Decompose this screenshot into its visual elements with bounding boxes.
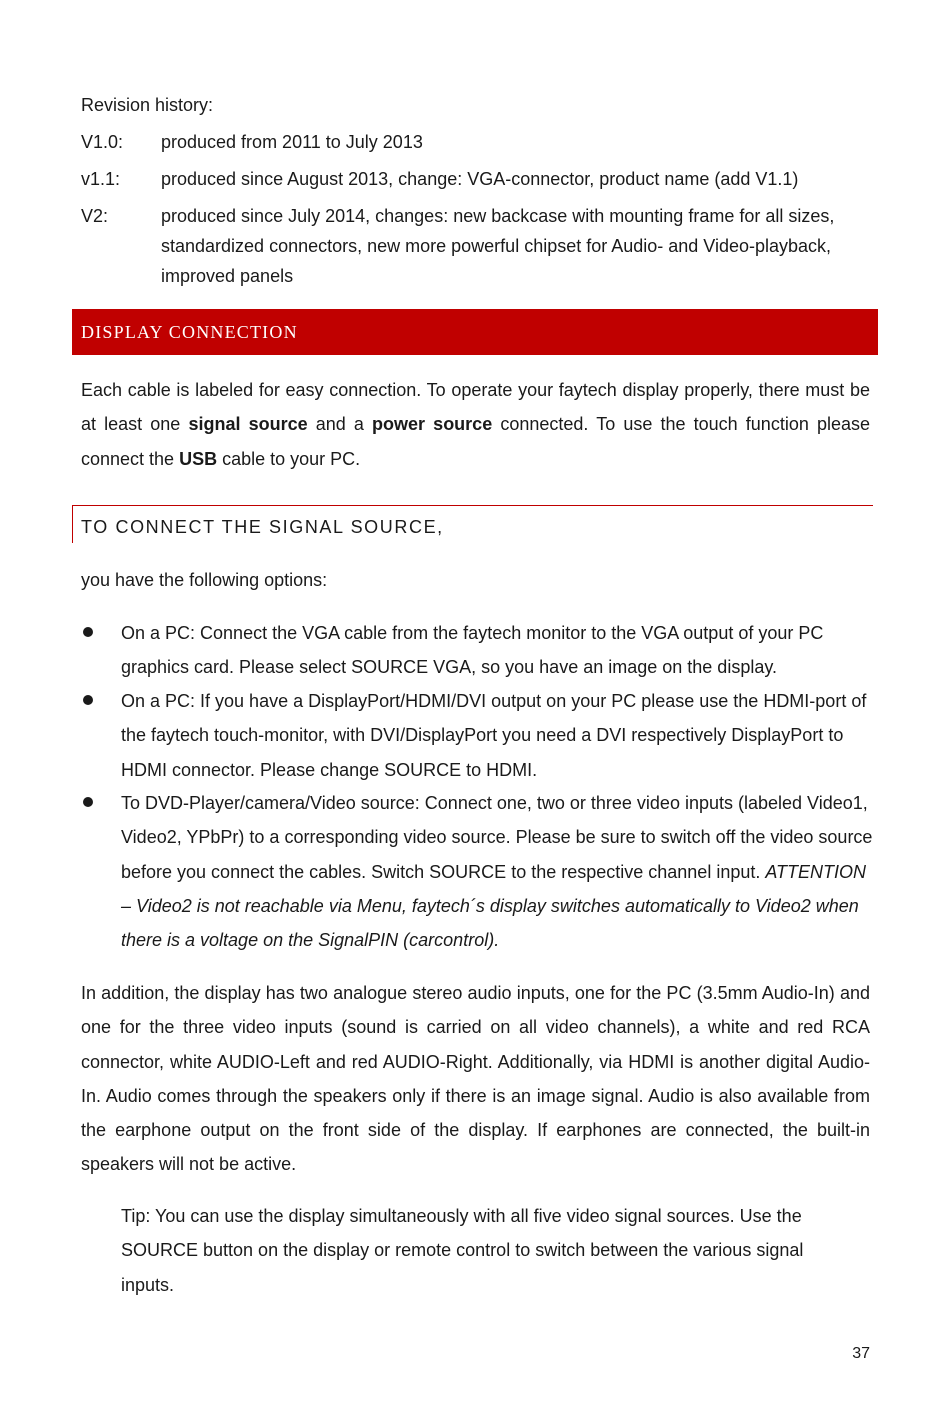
section-title: DISPLAY CONNECTION: [81, 322, 298, 342]
intro-text: Each cable is labeled for easy connection. To operate your faytech display properly, there must be at least one: [81, 380, 870, 435]
intro-text: and a: [307, 414, 373, 435]
section-header-bar: [72, 309, 878, 355]
revision-version: V2:: [81, 206, 109, 226]
audio-paragraph: In addition, the display has two analogue stereo audio inputs, one for the PC (3.5mm Audio-In) and one for the three video inputs (sound is carried on all video channels), a white and red RCA connector, white AUDIO-Left and red AUDIO-Right. Additionally, via HDMI is another digital Audio-In. Audio comes through the speakers only if there is an image signal. Audio is also available from the earphone output on the front side of the display. If earphones are connected, the built-in speakers will not be active.: [81, 983, 870, 1175]
intro-emphasis-usb: USB: [179, 448, 218, 469]
attention-note: ATTENTION – Video2 is not reachable via Menu, faytech´s display switches automatically to Video2 when there is a voltage on the SignalPIN (carcontrol).: [121, 861, 867, 951]
revision-entry: [81, 127, 881, 157]
revision-description: produced from 2011 to July 2013: [161, 132, 423, 152]
revision-description: produced since August 2013, change: VGA-connector, product name (add V1.1): [161, 169, 799, 189]
intro-text: connected. To use the touch function please connect the: [81, 414, 871, 469]
revision-entry: [81, 164, 881, 194]
page-number: 37: [852, 1345, 870, 1362]
bullet-icon: [83, 695, 93, 705]
revision-version: v1.1:: [81, 169, 121, 189]
intro-paragraph: [81, 373, 870, 476]
revision-entry: [81, 201, 881, 291]
list-item-text: On a PC: Connect the VGA cable from the faytech monitor to the VGA output of your PC graphics card. Please select SOURCE VGA, so you have an image on the display.: [121, 623, 824, 678]
intro-text: cable to your PC.: [217, 448, 361, 469]
list-item-text: [121, 786, 873, 957]
bullet-icon: [83, 627, 93, 637]
intro-emphasis-power-source: power source: [372, 414, 493, 435]
subsection-header: [72, 505, 873, 543]
options-lead: you have the following options:: [81, 570, 328, 590]
bullet-icon: [83, 797, 93, 807]
list-item-plain-text: To DVD-Player/camera/Video source: Connect one, two or three video inputs (labeled Video1, Video2, YPbPr) to a corresponding video source. Please be sure to switch off the video source before you connect the cables. Switch SOURCE to the respective channel input.: [121, 793, 873, 882]
subsection-title: TO CONNECT THE SIGNAL SOURCE,: [81, 517, 444, 537]
revision-history-title: Revision history:: [81, 95, 214, 115]
list-item-text: On a PC: If you have a DisplayPort/HDMI/DVI output on your PC please use the HDMI-port of the faytech touch-monitor, with DVI/DisplayPort you need a DVI respectively DisplayPort to HDMI connector. Please change SOURCE to HDMI.: [121, 691, 867, 780]
revision-description: produced since July 2014, changes: new backcase with mounting frame for all sizes, standardized connectors, new more powerful chipset for Audio- and Video-playback, improved panels: [161, 206, 835, 286]
revision-version: V1.0:: [81, 132, 124, 152]
tip-paragraph: Tip: You can use the display simultaneously with all five video signal sources. Use the SOURCE button on the display or remote control to switch between the various signal inputs.: [121, 1206, 804, 1295]
intro-emphasis-signal-source: signal source: [188, 414, 308, 435]
